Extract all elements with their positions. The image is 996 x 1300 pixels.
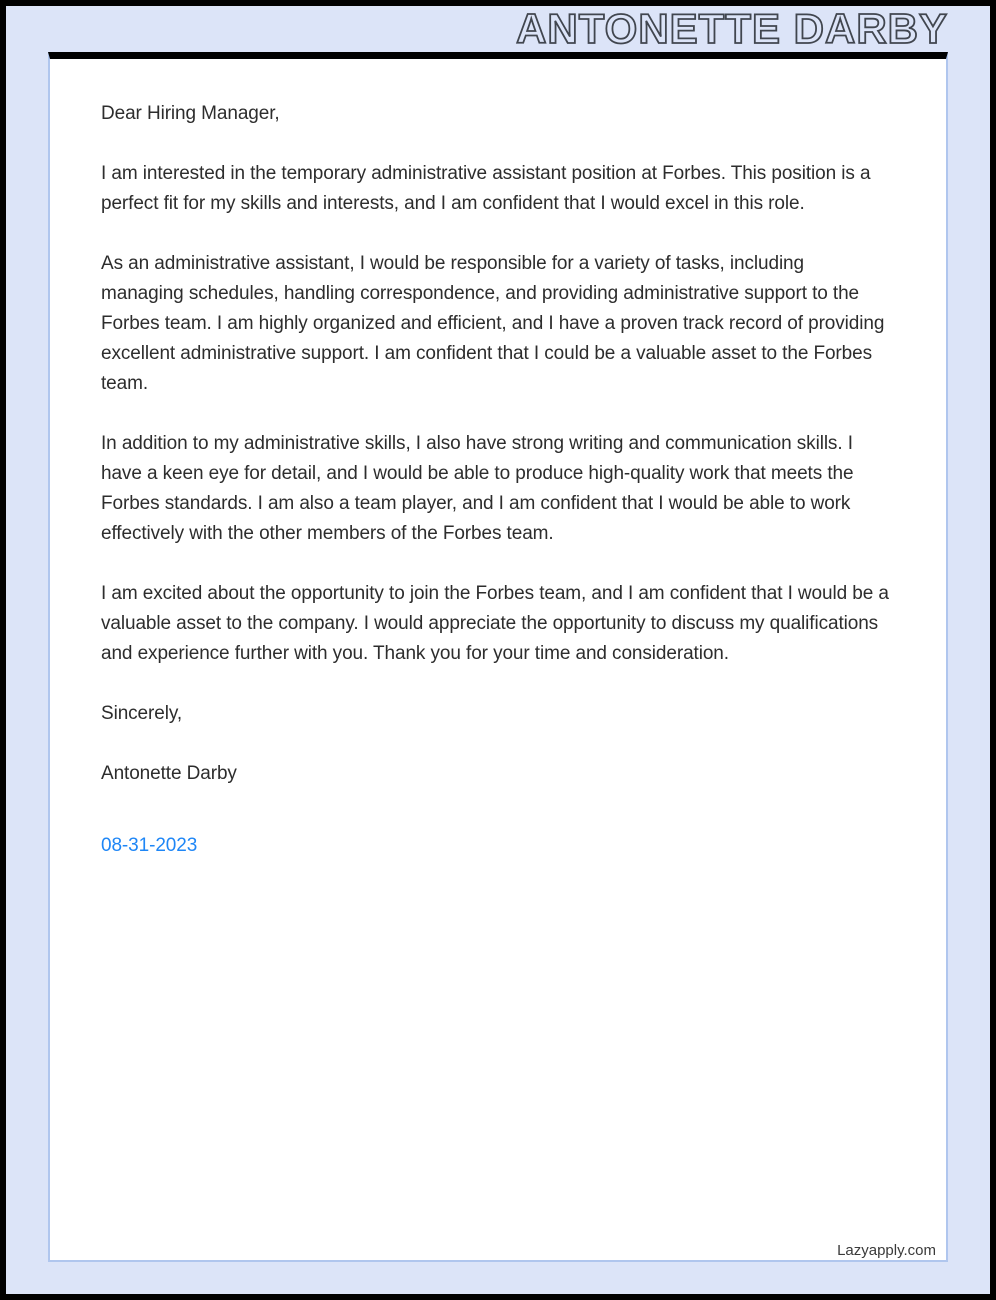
paragraph-1: I am interested in the temporary administrative assistant position at Forbes. This position is a perfect fit for my skills and interests, and I am confident that I would excel in this role. xyxy=(101,163,871,214)
cover-letter-document xyxy=(48,52,948,1262)
salutation: Dear Hiring Manager, xyxy=(101,103,280,124)
watermark-brand: Lazyapply.com xyxy=(837,1242,936,1259)
header xyxy=(48,6,948,52)
letter-body xyxy=(50,59,946,861)
closing: Sincerely, xyxy=(101,703,183,724)
paragraph-4: I am excited about the opportunity to join the Forbes team, and I am confident that I would be a valuable asset to the company. I would appreciate the opportunity to discuss my qualifications and experience further with you. Thank you for your time and consideration. xyxy=(101,583,889,664)
signature-name: Antonette Darby xyxy=(101,763,237,784)
paragraph-2: As an administrative assistant, I would be responsible for a variety of tasks, including managing schedules, handling correspondence, and providing administrative support to the Forbes team. I am highly organized and efficient, and I have a proven track record of providing excellent administrative support. I am confident that I could be a valuable asset to the Forbes team. xyxy=(101,253,885,394)
header-name: ANTONETTE DARBY xyxy=(516,5,948,52)
paragraph-3: In addition to my administrative skills, I also have strong writing and communication skills. I have a keen eye for detail, and I would be able to produce high-quality work that meets the Forbes standards. I am also a team player, and I am confident that I would be able to work effectively with the other members of the Forbes team. xyxy=(101,433,854,544)
date-link[interactable]: 08-31-2023 xyxy=(101,835,198,856)
